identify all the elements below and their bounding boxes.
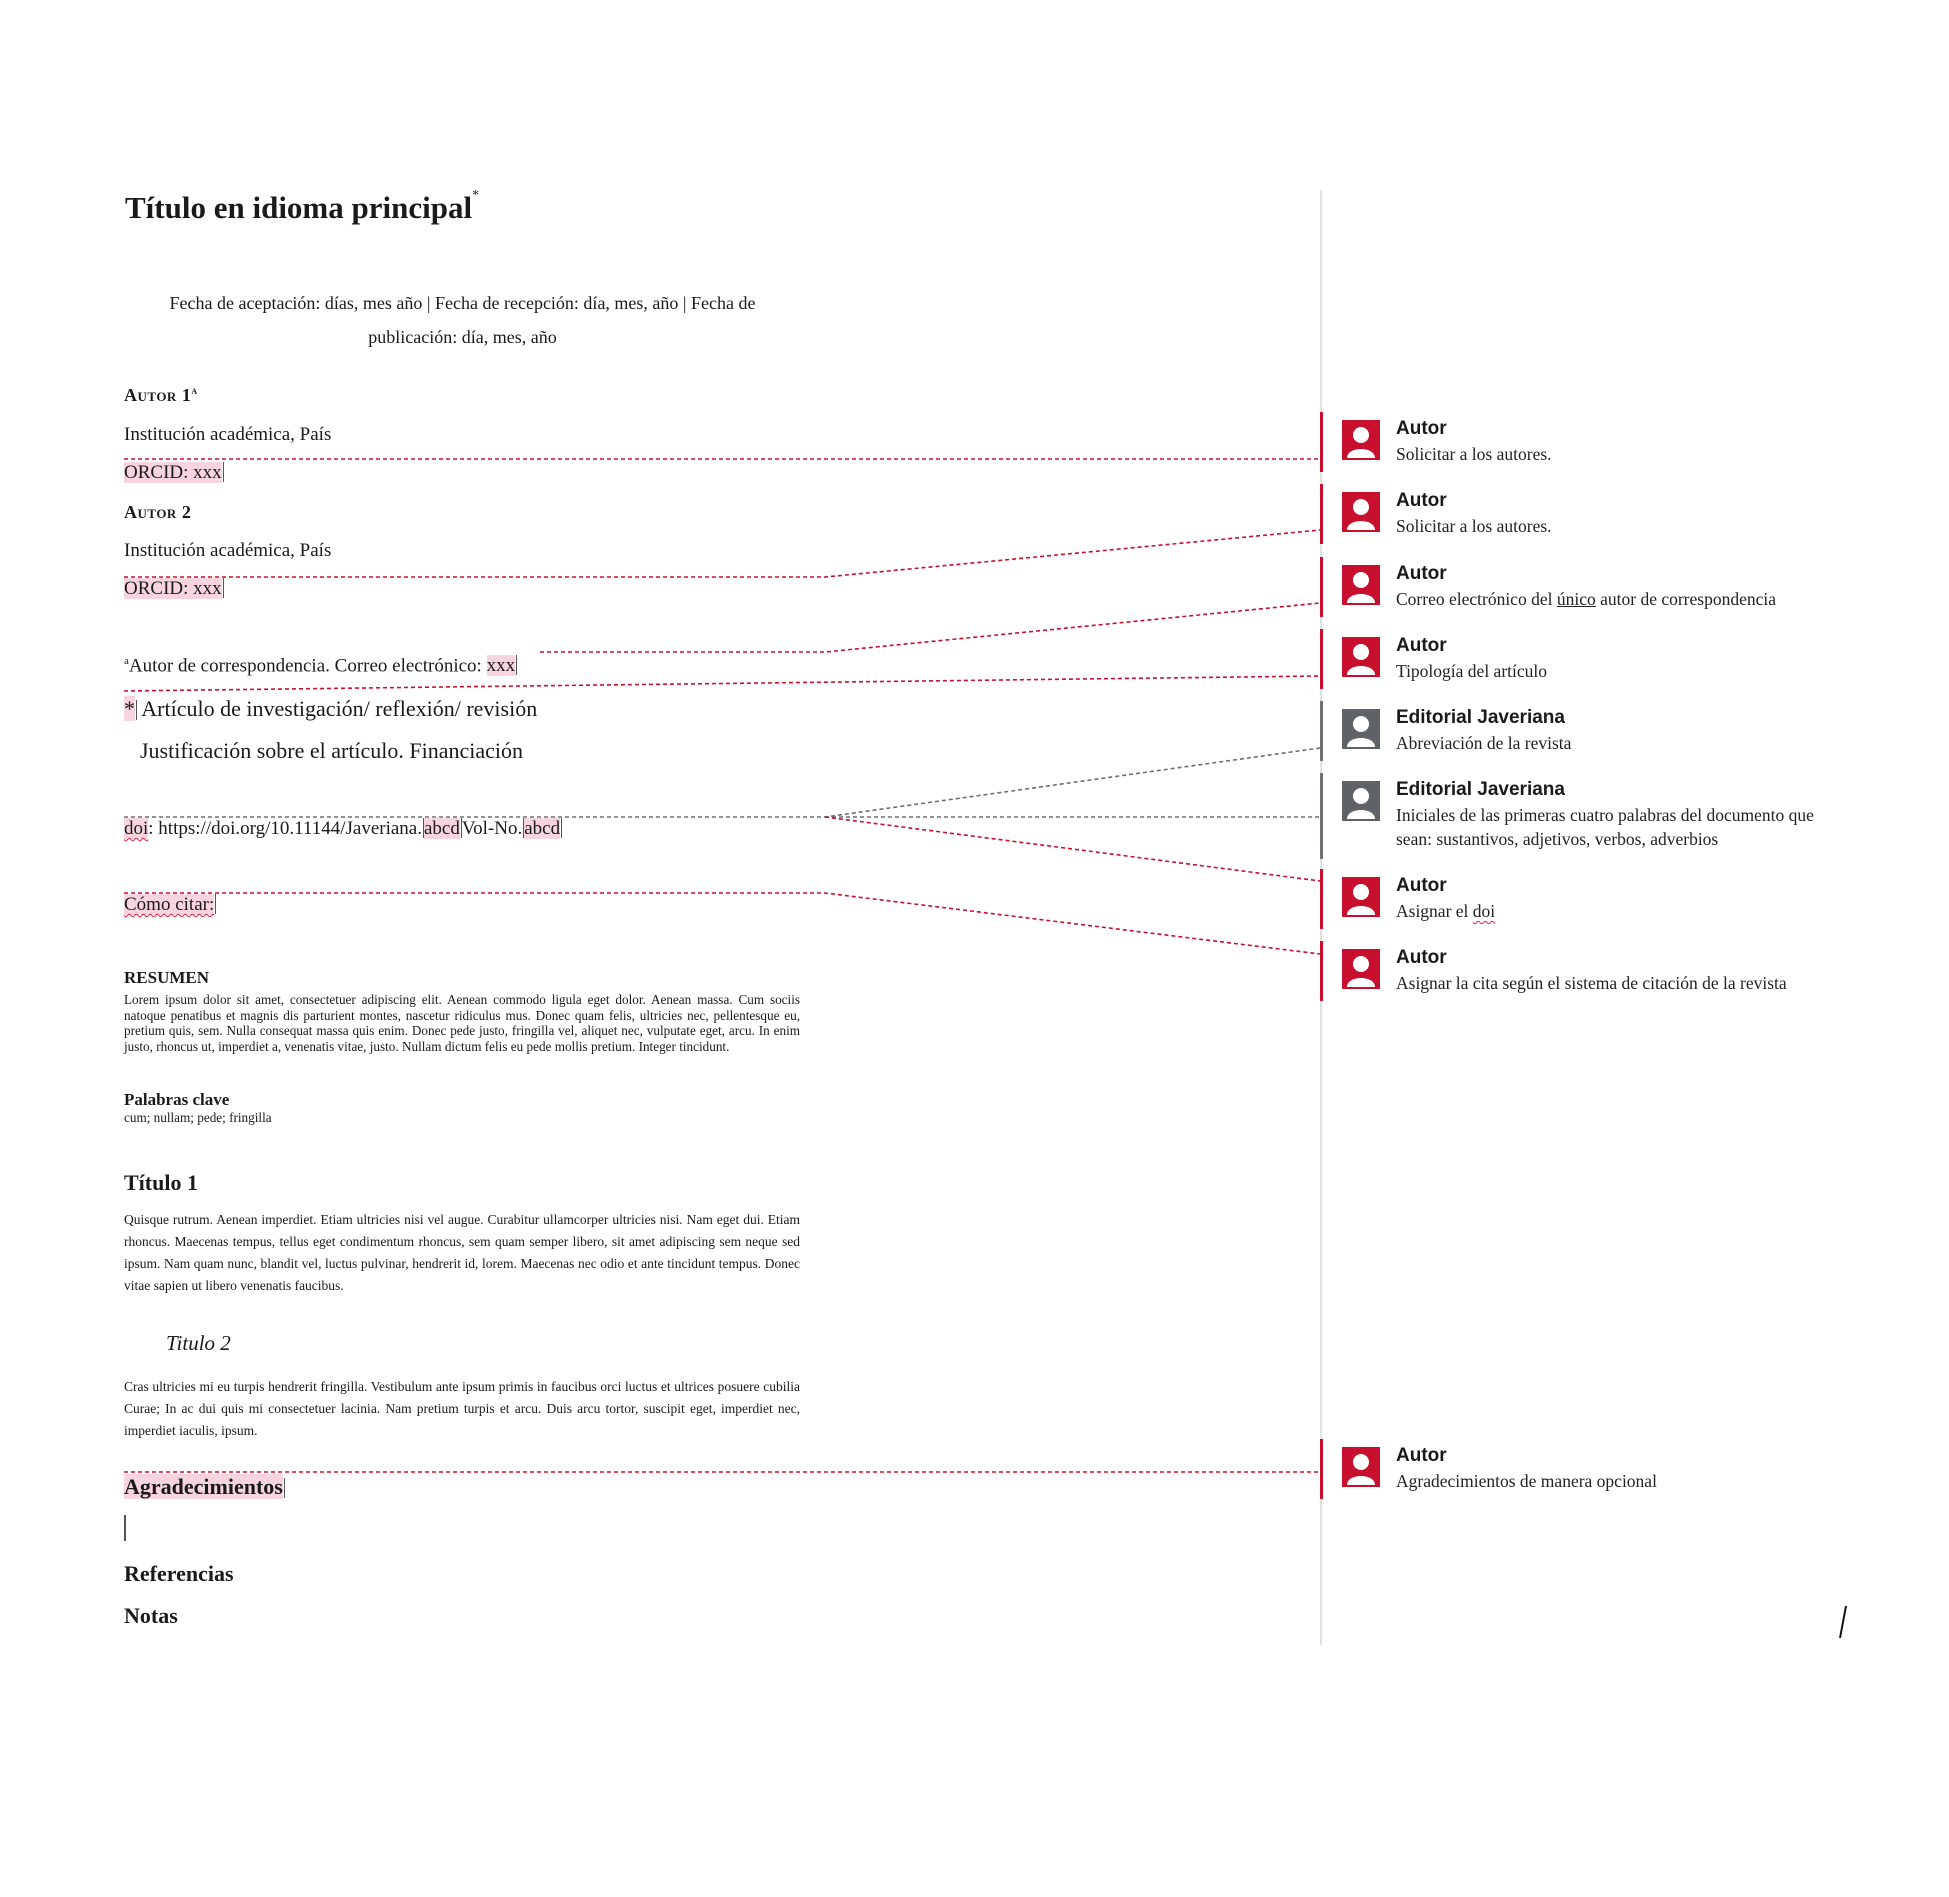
comment-text: Abreviación de la revista: [1396, 733, 1572, 753]
comment-author: Autor: [1396, 563, 1447, 584]
dates-block: [150, 286, 775, 354]
comment-author: Autor: [1396, 875, 1447, 896]
text-cursor: [124, 1515, 126, 1541]
comment-author: Autor: [1396, 490, 1447, 511]
comment-author: Editorial Javeriana: [1396, 779, 1565, 800]
heading-1: Título 1: [124, 1170, 198, 1195]
paragraph-2: Cras ultricies mi eu turpis hendrerit fringilla. Vestibulum ante ipsum primis in faucibus orci luctus et ultrices posuere cubilia Curae; In ac dui quis mi consectetuer lacinia. Nam pretium turpis et arcu. Duis arcu tortor, suscipit eget, imperdiet nec, imperdiet iaculis, ipsum.: [124, 1379, 800, 1438]
abstract-heading: RESUMEN: [124, 968, 210, 987]
comment-text: Iniciales de las primeras cuatro palabras del documento que sean: sustantivos, adjetivos, verbos, adverbios: [1396, 805, 1814, 849]
article-type[interactable]: * Artículo de investigación/ reflexión/ revisión: [124, 696, 538, 721]
person-icon: [1342, 420, 1380, 460]
connector-7: [825, 817, 1320, 881]
author-2-orcid[interactable]: ORCID: xxx: [124, 578, 222, 599]
comment-8[interactable]: [1320, 941, 1840, 1001]
author-1-institution: Institución académica, País: [124, 424, 332, 445]
comment-text: Agradecimientos de manera opcional: [1396, 1471, 1657, 1491]
person-icon: [1342, 492, 1380, 532]
comment-author: Editorial Javeriana: [1396, 707, 1565, 728]
abstract-text: Lorem ipsum dolor sit amet, consectetuer adipiscing elit. Aenean commodo ligula eget dolor. Aenean massa. Cum sociis natoque penatibus et magnis dis parturient montes, nascetur ridiculus mus. Donec quam felis, ultricies nec, pellentesque eu, pretium quis, sem. Nulla consequat massa quis enim. Donec pede justo, fringilla vel, aliquet nec, vulputate eget, arcu. In enim justo, rhoncus ut, imperdiet a, venenatis vitae, justo. Nullam dictum felis eu pede mollis pretium. Integer tincidunt.: [124, 992, 800, 1054]
connector-3: [540, 603, 1320, 652]
connector-4: [124, 676, 1320, 691]
author-1-heading: Autor 1$^a$: [124, 385, 198, 405]
person-icon: [1342, 565, 1380, 605]
acknowledgments-heading[interactable]: Agradecimientos: [124, 1474, 283, 1499]
person-icon: [1342, 781, 1380, 821]
comment-7[interactable]: [1320, 869, 1840, 929]
i-beam-cursor-icon: [1836, 1604, 1850, 1640]
dates-line-2: publicación: día, mes, año: [368, 327, 557, 347]
comment-author: Autor: [1396, 418, 1447, 439]
cite-line[interactable]: Cómo citar:: [124, 894, 215, 915]
heading-2: Titulo 2: [166, 1331, 231, 1355]
keywords-text: cum; nullam; pede; fringilla: [124, 1110, 272, 1125]
person-icon: [1342, 1447, 1380, 1487]
doi-initials: abcd: [524, 818, 561, 839]
comment-author: Autor: [1396, 947, 1447, 968]
person-icon: [1342, 949, 1380, 989]
doi-abbrev: abcd: [424, 818, 460, 839]
document-title: Título en idioma principal*: [125, 188, 480, 225]
comment-6[interactable]: [1320, 773, 1840, 859]
comment-text: Asignar la cita según el sistema de citación de la revista: [1396, 973, 1787, 993]
comment-9[interactable]: [1320, 1439, 1840, 1499]
person-icon: [1342, 709, 1380, 749]
paragraph-1: Quisque rutrum. Aenean imperdiet. Etiam ultricies nisi vel augue. Curabitur ullamcorper ultricies nisi. Nam eget dui. Etiam rhoncus. Maecenas tempus, tellus eget condimentum rhoncus, sem quam semper libero, sit amet adipiscing sem neque sed ipsum. Nam quam nunc, blandit vel, luctus pulvinar, hendrerit id, lorem. Maecenas nec odio et ante tincidunt tempus. Donec vitae sapien ut libero venenatis faucibus.: [124, 1212, 800, 1293]
author-2-heading: Autor 2: [124, 502, 192, 522]
comment-author: Autor: [1396, 635, 1447, 656]
dates-line-1: Fecha de aceptación: días, mes año | Fecha de recepción: día, mes, año | Fecha de: [169, 293, 756, 313]
connector-8: [124, 893, 1320, 954]
person-icon: [1342, 637, 1380, 677]
author-2-institution: Institución académica, País: [124, 540, 332, 561]
comment-text: Correo electrónico del único autor de correspondencia: [1396, 589, 1776, 609]
comment-text: Solicitar a los autores.: [1396, 516, 1552, 536]
author-1-orcid[interactable]: ORCID: xxx: [124, 462, 222, 483]
justification-line: Justificación sobre el artículo. Financiación: [140, 738, 524, 763]
title-footnote-mark: *: [472, 188, 480, 203]
person-icon: [1342, 877, 1380, 917]
comment-3[interactable]: [1320, 557, 1840, 617]
correspondence-email[interactable]: xxx: [486, 655, 516, 677]
comment-text: Asignar el doi: [1396, 901, 1496, 921]
comment-5[interactable]: [1320, 701, 1840, 761]
comment-4[interactable]: [1320, 629, 1840, 689]
comment-text: Solicitar a los autores.: [1396, 444, 1552, 464]
comment-author: Autor: [1396, 1445, 1447, 1466]
keywords-heading: Palabras clave: [124, 1090, 230, 1109]
comment-1[interactable]: [1320, 412, 1840, 472]
references-heading: Referencias: [124, 1561, 234, 1586]
correspondence-note: $^a$Autor de correspondencia. Correo electrónico: xxx: [124, 655, 516, 677]
notes-heading: Notas: [124, 1603, 178, 1628]
comment-text: Tipología del artículo: [1396, 661, 1548, 681]
doi-line[interactable]: doi: https://doi.org/10.11144/Javeriana. abcd Vol-No. abcd: [124, 818, 561, 839]
comment-2[interactable]: [1320, 484, 1840, 544]
